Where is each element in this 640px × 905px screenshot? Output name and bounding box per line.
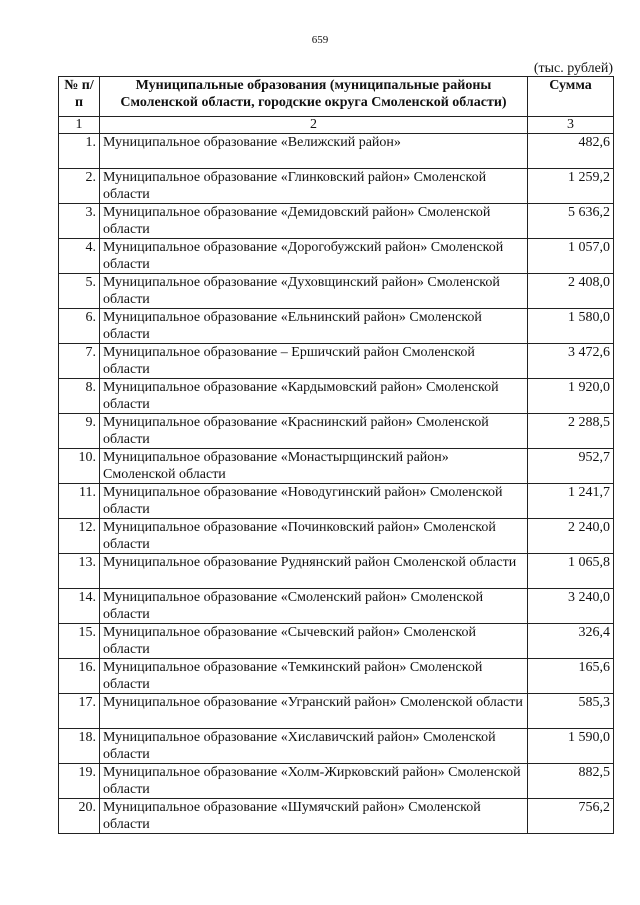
table-row xyxy=(59,449,614,484)
row-number: 5. xyxy=(59,274,100,309)
row-number: 12. xyxy=(59,519,100,554)
row-number: 8. xyxy=(59,379,100,414)
amount: 482,6 xyxy=(528,134,614,169)
header-row xyxy=(59,77,614,117)
row-number: 3. xyxy=(59,204,100,239)
municipality-name: Муниципальное образование «Демидовский район» Смоленской области xyxy=(100,204,528,239)
amount: 1 590,0 xyxy=(528,729,614,764)
row-number: 10. xyxy=(59,449,100,484)
municipality-name: Муниципальное образование «Шумячский район» Смоленской области xyxy=(100,799,528,834)
header-sum: Сумма xyxy=(528,77,614,117)
table-row xyxy=(59,554,614,589)
column-number: 2 xyxy=(100,117,528,134)
table-row xyxy=(59,379,614,414)
table-row xyxy=(59,694,614,729)
table-row xyxy=(59,589,614,624)
municipality-name: Муниципальное образование «Духовщинский район» Смоленской области xyxy=(100,274,528,309)
table-row xyxy=(59,274,614,309)
amount: 2 408,0 xyxy=(528,274,614,309)
row-number: 7. xyxy=(59,344,100,379)
table-row xyxy=(59,204,614,239)
units-label: (тыс. рублей) xyxy=(533,61,613,76)
table-row xyxy=(59,729,614,764)
municipality-name: Муниципальное образование «Сычевский район» Смоленской области xyxy=(100,624,528,659)
amount: 1 241,7 xyxy=(528,484,614,519)
amount: 3 472,6 xyxy=(528,344,614,379)
table-row xyxy=(59,239,614,274)
municipality-name: Муниципальное образование «Холм-Жирковский район» Смоленской области xyxy=(100,764,528,799)
amount: 5 636,2 xyxy=(528,204,614,239)
header-num: № п/п xyxy=(59,77,100,117)
municipality-name: Муниципальное образование «Угранский район» Смоленской области xyxy=(100,694,528,729)
municipality-name: Муниципальное образование «Кардымовский район» Смоленской области xyxy=(100,379,528,414)
amount: 1 065,8 xyxy=(528,554,614,589)
table-body xyxy=(59,117,614,834)
table-row xyxy=(59,519,614,554)
table-row xyxy=(59,169,614,204)
row-number: 15. xyxy=(59,624,100,659)
amount: 882,5 xyxy=(528,764,614,799)
amount: 326,4 xyxy=(528,624,614,659)
table-row xyxy=(59,799,614,834)
amount: 585,3 xyxy=(528,694,614,729)
allocation-table xyxy=(58,76,614,834)
municipality-name: Муниципальное образование – Ершичский район Смоленской области xyxy=(100,344,528,379)
municipality-name: Муниципальное образование «Хиславичский район» Смоленской области xyxy=(100,729,528,764)
header-name: Муниципальные образования (муниципальные районы Смоленской области, городские округа Смоленской области) xyxy=(100,77,528,117)
column-number: 3 xyxy=(528,117,614,134)
row-number: 1. xyxy=(59,134,100,169)
table-row xyxy=(59,134,614,169)
municipality-name: Муниципальное образование Руднянский район Смоленской области xyxy=(100,554,528,589)
column-number-row xyxy=(59,117,614,134)
municipality-name: Муниципальное образование «Глинковский район» Смоленской области xyxy=(100,169,528,204)
amount: 2 288,5 xyxy=(528,414,614,449)
table-row xyxy=(59,484,614,519)
table-row xyxy=(59,309,614,344)
row-number: 16. xyxy=(59,659,100,694)
amount: 756,2 xyxy=(528,799,614,834)
row-number: 2. xyxy=(59,169,100,204)
amount: 1 259,2 xyxy=(528,169,614,204)
municipality-name: Муниципальное образование «Темкинский район» Смоленской области xyxy=(100,659,528,694)
amount: 165,6 xyxy=(528,659,614,694)
page-number: 659 xyxy=(311,34,329,46)
row-number: 11. xyxy=(59,484,100,519)
row-number: 6. xyxy=(59,309,100,344)
amount: 2 240,0 xyxy=(528,519,614,554)
municipality-name: Муниципальное образование «Монастырщинский район» Смоленской области xyxy=(100,449,528,484)
municipality-name: Муниципальное образование «Починковский район» Смоленской области xyxy=(100,519,528,554)
row-number: 13. xyxy=(59,554,100,589)
table-row xyxy=(59,764,614,799)
municipality-name: Муниципальное образование «Ельнинский район» Смоленской области xyxy=(100,309,528,344)
municipality-name: Муниципальное образование «Велижский район» xyxy=(100,134,528,169)
row-number: 14. xyxy=(59,589,100,624)
row-number: 17. xyxy=(59,694,100,729)
row-number: 19. xyxy=(59,764,100,799)
amount: 952,7 xyxy=(528,449,614,484)
amount: 1 580,0 xyxy=(528,309,614,344)
municipality-name: Муниципальное образование «Дорогобужский район» Смоленской области xyxy=(100,239,528,274)
row-number: 4. xyxy=(59,239,100,274)
amount: 3 240,0 xyxy=(528,589,614,624)
municipality-name: Муниципальное образование «Смоленский район» Смоленской области xyxy=(100,589,528,624)
municipality-name: Муниципальное образование «Новодугинский район» Смоленской области xyxy=(100,484,528,519)
table-row xyxy=(59,414,614,449)
table-row xyxy=(59,624,614,659)
row-number: 9. xyxy=(59,414,100,449)
amount: 1 920,0 xyxy=(528,379,614,414)
row-number: 18. xyxy=(59,729,100,764)
table-header xyxy=(59,77,614,117)
municipality-name: Муниципальное образование «Краснинский район» Смоленской области xyxy=(100,414,528,449)
column-number: 1 xyxy=(59,117,100,134)
table-row xyxy=(59,344,614,379)
amount: 1 057,0 xyxy=(528,239,614,274)
table-row xyxy=(59,659,614,694)
row-number: 20. xyxy=(59,799,100,834)
